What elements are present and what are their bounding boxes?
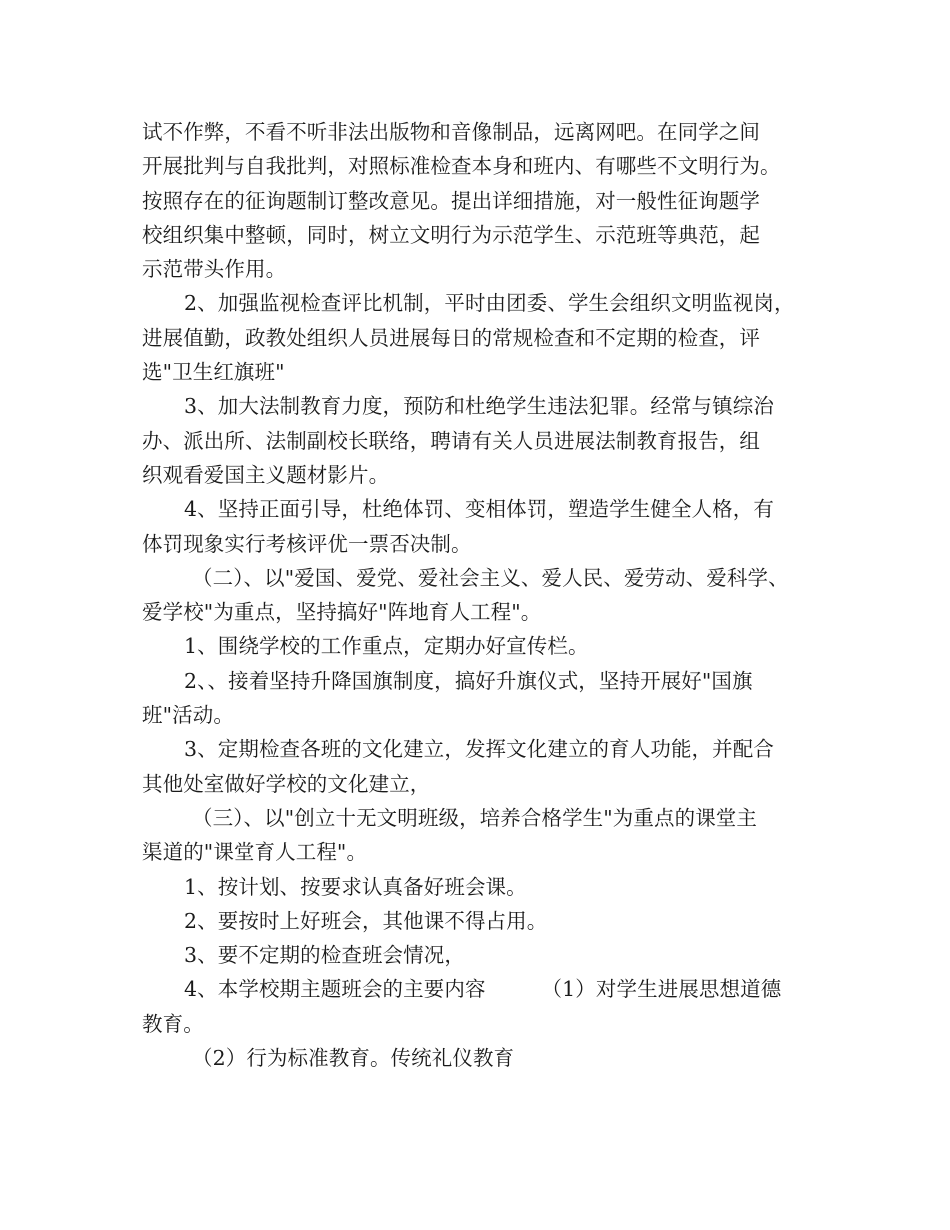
text-line: 4、坚持正面引导，杜绝体罚、变相体罚，塑造学生健全人格，有 <box>184 497 774 522</box>
text-line: 教育。 <box>142 1011 204 1036</box>
text-line-with-suffix <box>142 972 822 1006</box>
document-body <box>142 115 822 1075</box>
text-line: 1、围绕学校的工作重点，定期办好宣传栏。 <box>184 634 589 659</box>
text-line: 2、加强监视检查评比机制，平时由团委、学生会组织文明监视岗， <box>184 291 795 316</box>
text-line: 其他处室做好学校的文化建立， <box>142 771 431 796</box>
text-line-main: 4、本学校期主题班会的主要内容 <box>184 977 486 1002</box>
text-line: 办、派出所、法制副校长联络，聘请有关人员进展法制教育报告，组 <box>142 428 760 453</box>
text-line: 1、按计划、按要求认真备好班会课。 <box>184 874 527 899</box>
text-line: 3、要不定期的检查班会情况， <box>184 943 465 968</box>
text-line: 按照存在的征询题制订整改意见。提出详细措施，对一般性征询题学 <box>142 188 760 213</box>
text-line: 体罚现象实行考核评优一票否决制。 <box>142 531 472 556</box>
text-line: 3、加大法制教育力度，预防和杜绝学生违法犯罪。经常与镇综治 <box>184 394 774 419</box>
text-line: 进展值勤，政教处组织人员进展每日的常规检查和不定期的检查，评 <box>142 325 760 350</box>
section-heading-line: （二）、以"爱国、爱党、爱社会主义、爱人民、爱劳动、爱科学、 <box>192 565 789 590</box>
text-line: 选"卫生红旗班" <box>142 360 285 385</box>
text-line: 渠道的"课堂育人工程"。 <box>142 840 368 865</box>
text-line: （2）行为标准教育。传统礼仪教育 <box>192 1046 515 1071</box>
text-line: 2、、接着坚持升降国旗制度，搞好升旗仪式，坚持开展好"国旗 <box>184 668 753 693</box>
text-line: 开展批判与自我批判，对照标准检查本身和班内、有哪些不文明行为。 <box>142 154 781 179</box>
text-line: 爱学校"为重点，坚持搞好"阵地育人工程"。 <box>142 600 542 625</box>
text-line: 班"活动。 <box>142 703 234 728</box>
text-line: 2、要按时上好班会，其他课不得占用。 <box>184 908 548 933</box>
text-line-suffix: （1）对学生进展思想道德 <box>541 977 782 1002</box>
text-line: 试不作弊，不看不听非法出版物和音像制品，远离网吧。在同学之间 <box>142 120 760 144</box>
text-line: 校组织集中整顿，同时，树立文明行为示范学生、示范班等典范，起 <box>142 222 760 247</box>
text-line: 示范带头作用。 <box>142 257 287 282</box>
section-heading-line: （三）、以"创立十无文明班级，培养合格学生"为重点的课堂主 <box>192 805 758 830</box>
text-line: 织观看爱国主义题材影片。 <box>142 462 390 487</box>
text-line: 3、定期检查各班的文化建立，发挥文化建立的育人功能，并配合 <box>184 737 774 762</box>
